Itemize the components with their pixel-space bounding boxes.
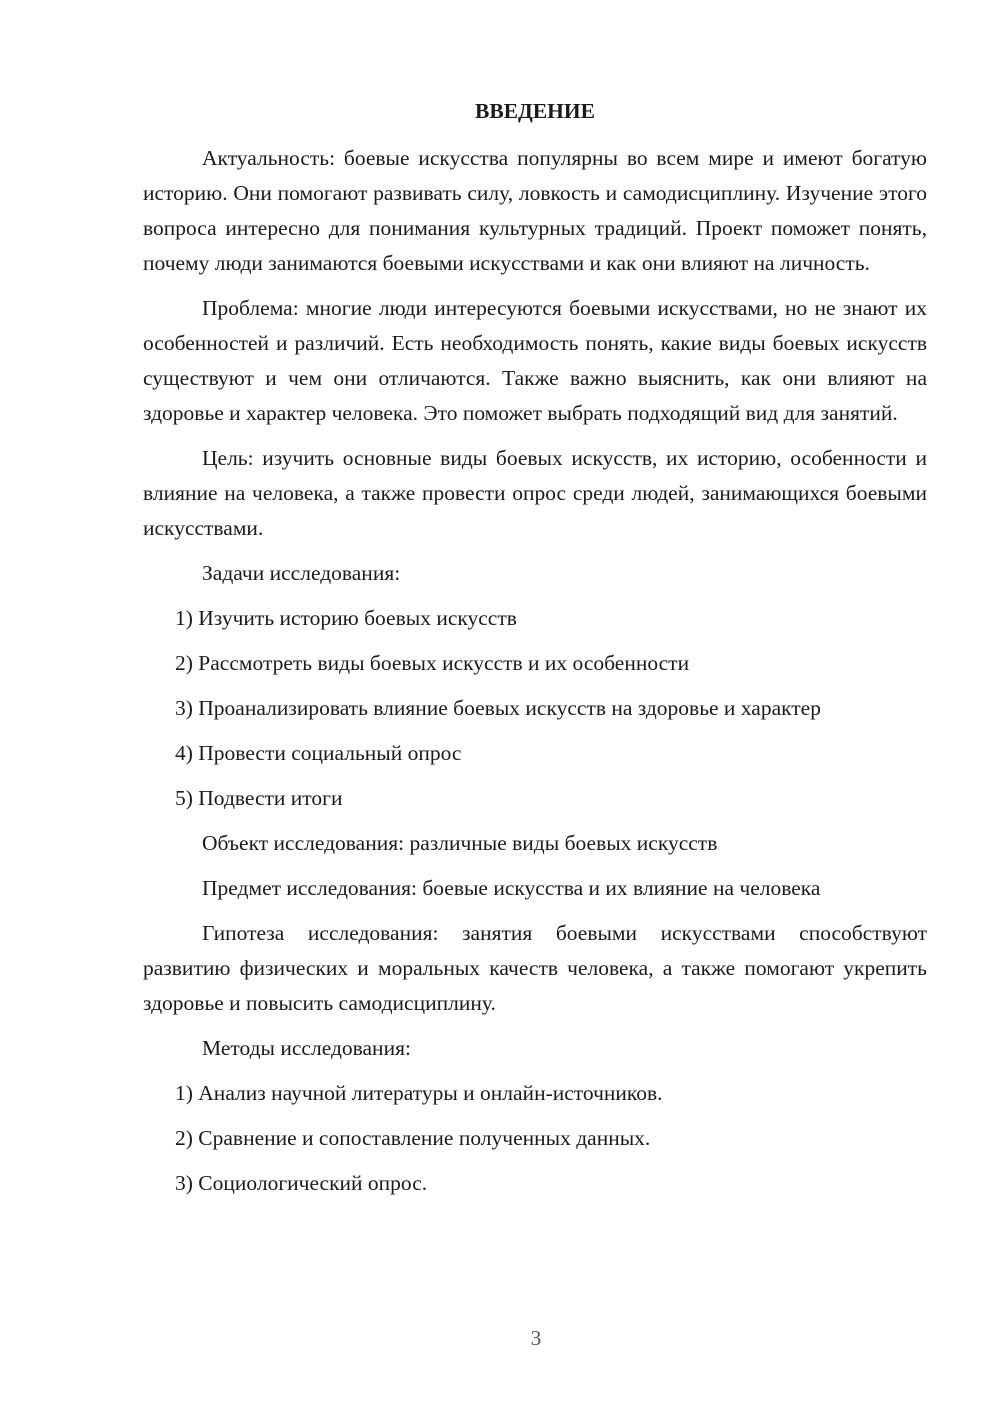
task-item: 2) Рассмотреть виды боевых искусств и их особенности: [175, 651, 690, 675]
page-content: [143, 94, 927, 1211]
methods-heading: Методы исследования:: [202, 1036, 411, 1060]
relevance-paragraph: Актуальность: боевые искусства популярны во всем мире и имеют богатую историю. Они помогают развивать силу, ловкость и самодисциплину. Изучение этого вопроса интересно для понимания культурных традиций. Проект поможет понять, почему люди занимаются боевыми искусствами и как они влияют на личность.: [143, 146, 927, 275]
page-number: 3: [530, 1326, 542, 1350]
task-item: 4) Провести социальный опрос: [175, 741, 462, 765]
task-item: 5) Подвести итоги: [175, 786, 343, 810]
task-item: 1) Изучить историю боевых искусств: [175, 606, 517, 630]
method-item: 2) Сравнение и сопоставление полученных данных.: [175, 1126, 651, 1150]
method-item: 3) Социологический опрос.: [175, 1171, 428, 1195]
object-line: Объект исследования: различные виды боевых искусств: [202, 831, 718, 855]
task-item: 3) Проанализировать влияние боевых искусств на здоровье и характер: [175, 696, 821, 720]
tasks-list: [143, 601, 927, 816]
method-item: 1) Анализ научной литературы и онлайн-источников.: [175, 1081, 663, 1105]
subject-line: Предмет исследования: боевые искусства и их влияние на человека: [202, 876, 821, 900]
goal-paragraph: Цель: изучить основные виды боевых искусств, их историю, особенности и влияние на человека, а также провести опрос среди людей, занимающихся боевыми искусствами.: [143, 446, 927, 540]
tasks-heading: Задачи исследования:: [202, 561, 401, 585]
problem-paragraph: Проблема: многие люди интересуются боевыми искусствами, но не знают их особенностей и различий. Есть необходимость понять, какие виды боевых искусств существуют и чем они отличаются. Также важно выяснить, как они влияют на здоровье и характер человека. Это поможет выбрать подходящий вид для занятий.: [143, 296, 927, 425]
page-title: ВВЕДЕНИЕ: [475, 99, 595, 123]
methods-list: [143, 1076, 927, 1201]
hypothesis-paragraph: Гипотеза исследования: занятия боевыми искусствами способствуют развитию физических и моральных качеств человека, а также помогают укрепить здоровье и повысить самодисциплину.: [143, 921, 927, 1015]
